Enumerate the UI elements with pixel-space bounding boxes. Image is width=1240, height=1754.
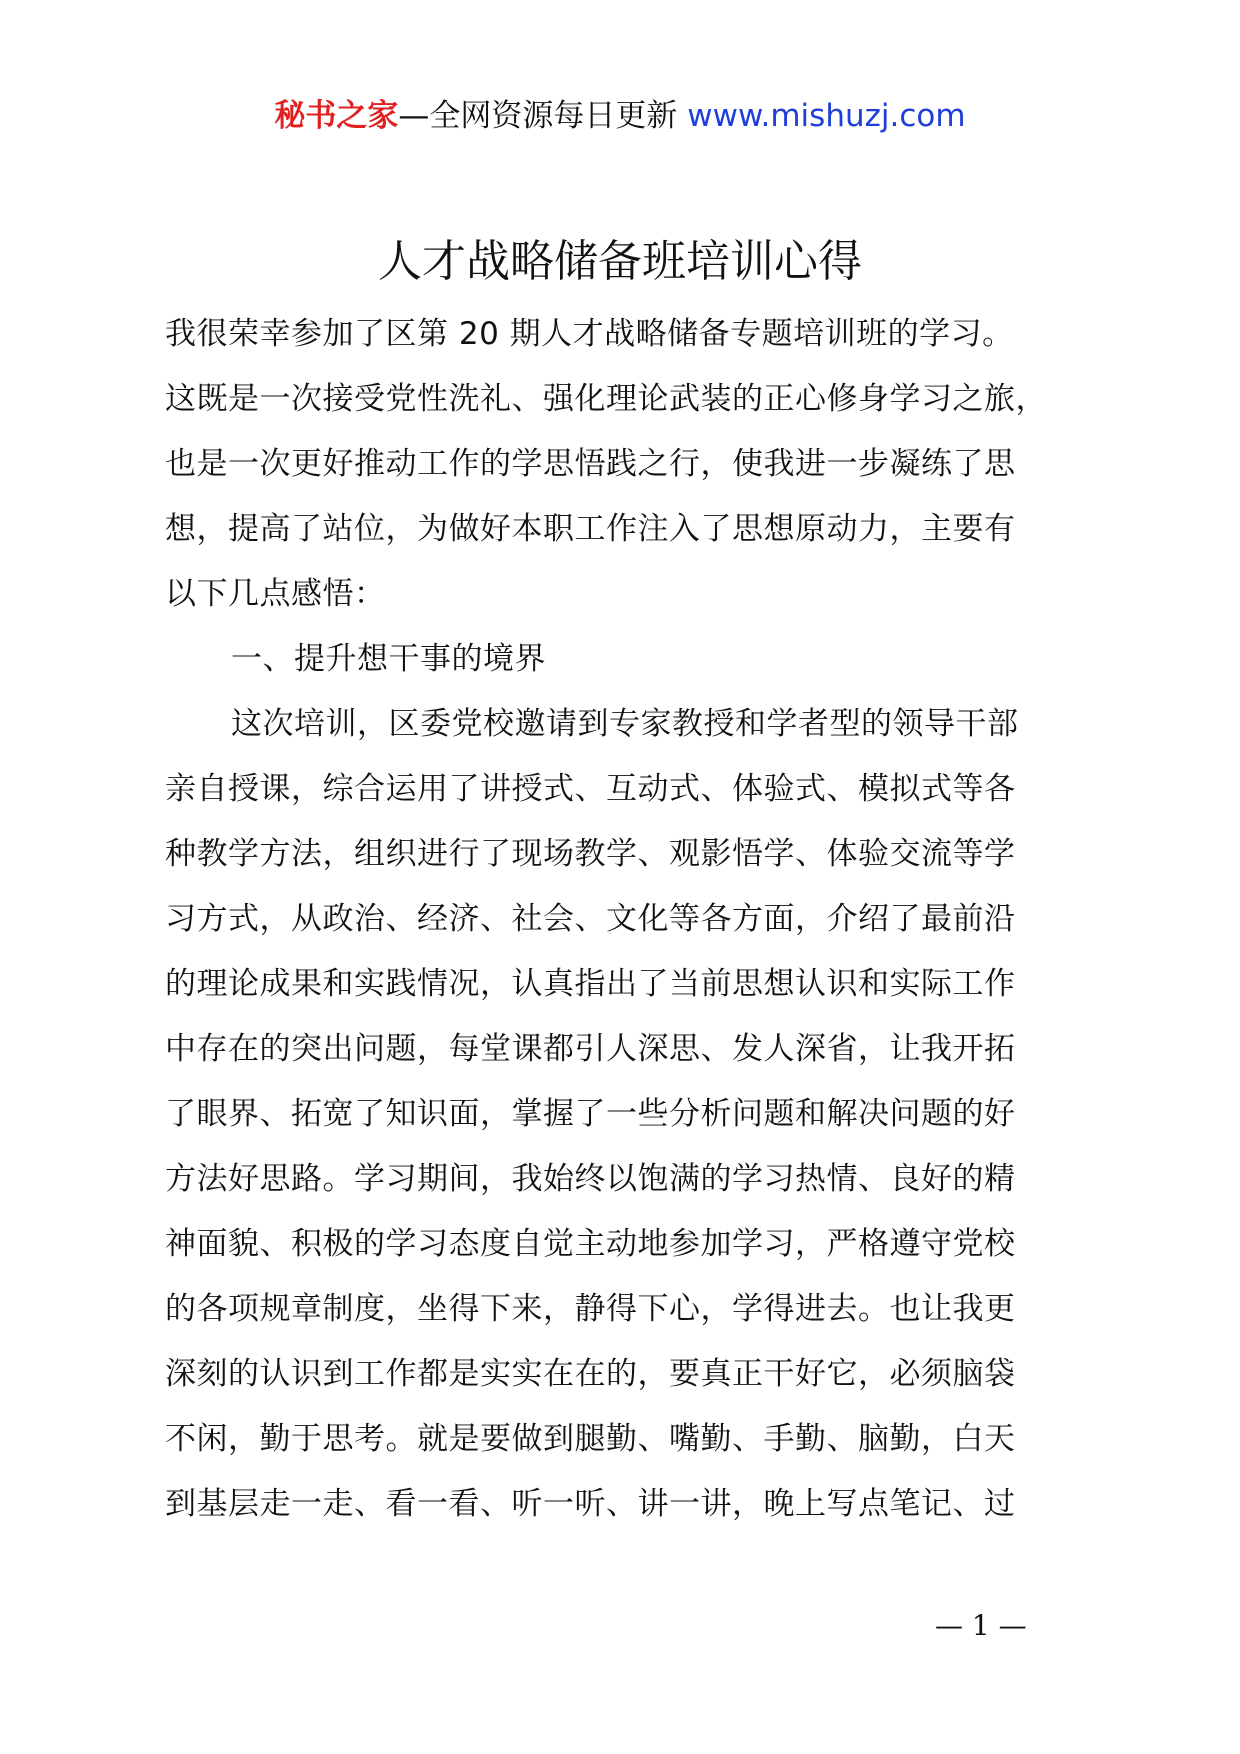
body-line: 习方式，从政治、经济、社会、文化等各方面，介绍了最前沿 [165, 901, 1016, 937]
body-line: 我很荣幸参加了区第 20 期人才战略储备专题培训班的学习。 [165, 316, 1014, 352]
body-line: 这次培训，区委党校邀请到专家教授和学者型的领导干部 [231, 706, 1019, 742]
section-heading: 一、提升想干事的境界 [231, 641, 546, 677]
site-slogan: —全网资源每日更新 [398, 98, 688, 134]
body-line: 种教学方法，组织进行了现场教学、观影悟学、体验交流等学 [165, 836, 1016, 872]
page-number: — 1 — [935, 1609, 1027, 1642]
site-header [0, 96, 1240, 136]
body-line: 以下几点感悟： [165, 576, 386, 612]
body-line: 方法好思路。学习期间，我始终以饱满的学习热情、良好的精 [165, 1161, 1016, 1197]
body-line: 的理论成果和实践情况，认真指出了当前思想认识和实际工作 [165, 966, 1016, 1002]
body-line: 神面貌、积极的学习态度自觉主动地参加学习，严格遵守党校 [165, 1226, 1016, 1262]
body-line: 到基层走一走、看一看、听一听、讲一讲，晚上写点笔记、过 [165, 1486, 1016, 1522]
body-line: 这既是一次接受党性洗礼、强化理论武装的正心修身学习之旅， [165, 381, 1047, 417]
body-line: 中存在的突出问题，每堂课都引人深思、发人深省，让我开拓 [165, 1031, 1016, 1067]
body-line: 不闲，勤于思考。就是要做到腿勤、嘴勤、手勤、脑勤，白天 [165, 1421, 1016, 1457]
site-name: 秘书之家 [274, 98, 399, 134]
body-line: 想，提高了站位，为做好本职工作注入了思想原动力，主要有 [165, 511, 1016, 547]
body-line: 的各项规章制度，坐得下来，静得下心，学得进去。也让我更 [165, 1291, 1016, 1327]
document-body [165, 302, 1095, 1537]
body-line: 了眼界、拓宽了知识面，掌握了一些分析问题和解决问题的好 [165, 1096, 1016, 1132]
body-line: 深刻的认识到工作都是实实在在的，要真正干好它，必须脑袋 [165, 1356, 1016, 1392]
site-url-link[interactable]: www.mishuzj.com [687, 98, 966, 134]
body-line: 亲自授课，综合运用了讲授式、互动式、体验式、模拟式等各 [165, 771, 1016, 807]
body-line: 也是一次更好推动工作的学思悟践之行，使我进一步凝练了思 [165, 446, 1016, 482]
document-title: 人才战略储备班培训心得 [378, 236, 862, 287]
